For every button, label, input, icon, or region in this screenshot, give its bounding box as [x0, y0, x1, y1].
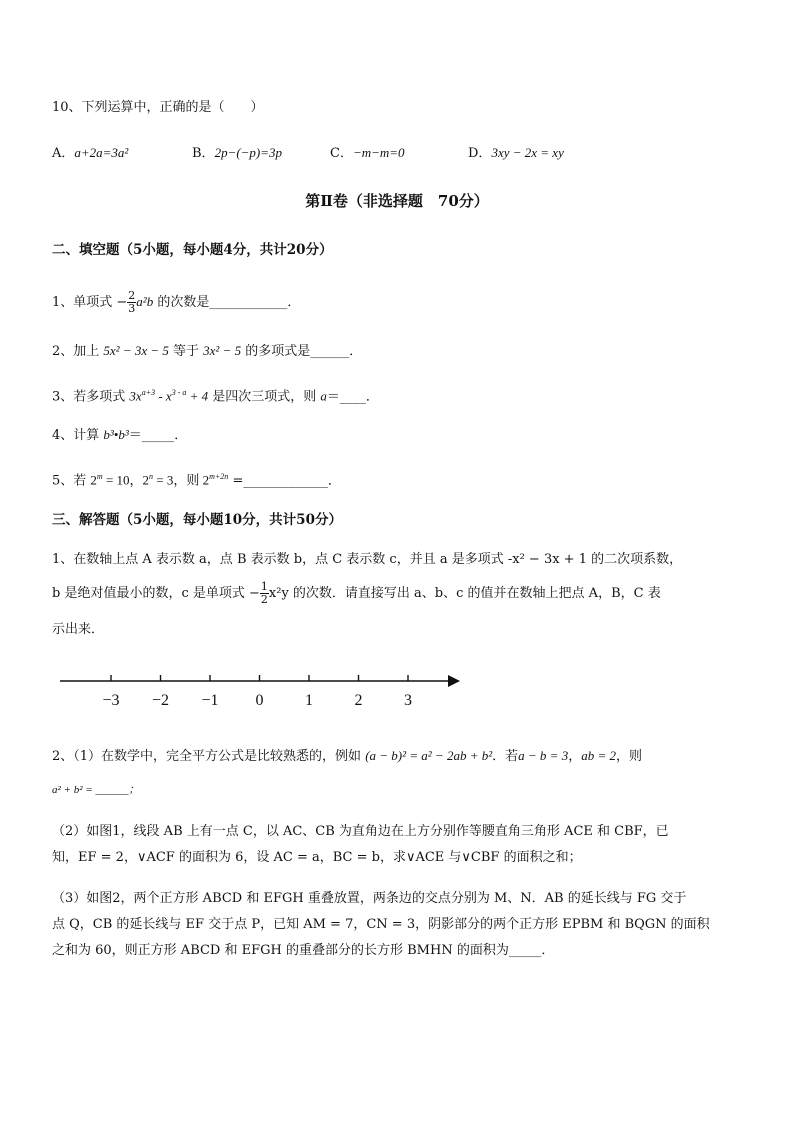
fill5-eq2: = 3，则: [153, 472, 203, 488]
fill2-text-a: 2、加上: [52, 344, 104, 359]
fill3-text-a: 3、若多项式: [52, 389, 130, 405]
number-line-tick-label: −3: [102, 692, 120, 709]
section3-heading: 三、解答题（5小题，每小题10分，共计50分）: [52, 512, 342, 528]
q2-p1-d: ，则: [616, 749, 643, 764]
q2-p1-b: ．若: [492, 749, 519, 764]
fill4-expr: b³•b³: [103, 427, 129, 442]
fill-question-5: [52, 467, 341, 491]
number-line-tick-label: 0: [255, 692, 264, 709]
solve-q2-part2-line1: （2）如图1，线段 AB 上有一点 C，以 AC、CB 为直角边在上方分别作等腰直角三角形 ACE 和 CBF，已: [52, 824, 669, 839]
fill3-tail: + 4: [186, 388, 209, 404]
solve-q2-part3-line2: 点 Q，CB 的延长线与 EF 交于点 P，已知 AM = 7，CN = 3，阴影部分的两个正方形 EPBM 和 BQGN 的面积: [52, 917, 710, 932]
section2-heading: 二、填空题（5小题，每小题4分，共计20分）: [52, 242, 333, 258]
fill2-text-b: 等于: [168, 344, 204, 359]
option-label: D．: [468, 146, 492, 161]
fill3-mid: - x: [155, 388, 172, 404]
solve-q2-part3-line1: （3）如图2，两个正方形 ABCD 和 EFGH 重叠放置，两条边的交点分别为 M、N．AB 的延长线与 FG 交于: [52, 891, 687, 906]
solve-q1-line2-b: x²y 的次数．请直接写出 a、b、c 的值并在数轴上把点 A，B，C 表: [268, 586, 661, 601]
fill4-text-a: 4、计算: [52, 428, 104, 443]
q2-p1-c1: a − b = 3: [518, 748, 569, 763]
q10-stem: 10、下列运算中，正确的是（ ）: [52, 100, 264, 115]
fill3-sup1: a+3: [141, 388, 156, 397]
q10-option-a[interactable]: [52, 142, 128, 161]
number-line-tick-label: 1: [305, 692, 313, 709]
fill5-text-b: =_____________．: [228, 473, 341, 489]
fill5-base1: 2: [90, 472, 97, 488]
q2-p1-c2: ab = 2: [581, 748, 616, 763]
solve-q1-line2-a: b 是绝对值最小的数，c 是单项式 −: [52, 586, 260, 601]
fill5-base3: 2: [202, 472, 210, 488]
fraction-denominator: 2: [260, 593, 268, 606]
number-line-tick-label: 3: [404, 692, 412, 709]
fill3-sup2: 3 - a: [171, 388, 187, 397]
fill-question-4: [52, 425, 187, 446]
fraction-numerator: 2: [128, 289, 136, 302]
fraction-denominator: 3: [128, 302, 136, 315]
fill1-prefix: 1、单项式 −: [52, 295, 128, 310]
fill5-sup2: n: [149, 472, 154, 481]
option-expr: 2p−(−p)=3p: [214, 145, 283, 160]
fill-question-1: [52, 288, 300, 317]
solve-q2-part2-line2: 知，EF = 2，∨ACF 的面积为 6，设 AC = a，BC = b，求∨ACE 与∨CBF 的面积之和；: [52, 850, 582, 865]
q10-option-c[interactable]: [330, 142, 405, 161]
fill5-sup1: m: [96, 472, 103, 481]
number-line-arrow-icon: [448, 675, 460, 687]
fill2-expr1: 5x² − 3x − 5: [103, 343, 169, 358]
fill5-text-a: 5、若: [52, 473, 91, 489]
fill3-expr: 3x: [129, 388, 142, 404]
part2-title: 第Ⅱ卷（非选择题 70分）: [305, 192, 489, 210]
solve-q2-part1-line2: a² + b² = ______；: [52, 784, 140, 796]
fill1-expr: a²b: [136, 294, 154, 309]
number-line-tick-label: −1: [201, 692, 219, 709]
q2-p1-expr: (a − b)² = a² − 2ab + b²: [365, 748, 493, 763]
option-label: C．: [330, 146, 353, 161]
solve-q1-line2: [52, 580, 661, 608]
number-line-tick-label: 2: [354, 692, 363, 709]
fill2-expr2: 3x² − 5: [203, 343, 242, 358]
fraction: [260, 581, 269, 606]
q10-option-b[interactable]: [192, 142, 282, 161]
fraction-numerator: 1: [260, 580, 268, 593]
option-label: B．: [192, 146, 215, 161]
fill5-sup3: m+2n: [209, 472, 229, 481]
fill-question-3: [52, 383, 379, 407]
solve-q2-part1-line1: 2、（1）在数学中，完全平方公式是比较熟悉的，例如 (a − b)² = a² − 2ab + b²．若a − b = 3，ab = 2，则: [52, 748, 643, 764]
option-expr: a+2a=3a²: [74, 145, 129, 160]
number-line-tick-label: −2: [151, 692, 170, 709]
fill1-suffix: 的次数是____________．: [153, 295, 301, 310]
fill5-eq1: = 10，: [102, 472, 143, 488]
solve-q1-line3: 示出来．: [52, 622, 105, 637]
fill3-text-b: 是四次三项式，则: [208, 389, 321, 405]
number-line: [56, 665, 468, 713]
q10-option-d[interactable]: [468, 142, 564, 161]
q2-p1-a: 2、（1）在数学中，完全平方公式是比较熟悉的，例如: [52, 749, 362, 764]
fill3-text-c: ＝____．: [326, 389, 379, 405]
fill-question-2: [52, 341, 362, 362]
fill2-text-c: 的多项式是______．: [241, 344, 363, 359]
option-expr: −m−m=0: [352, 145, 405, 160]
solve-q1-line1: 1、在数轴上点 A 表示数 a，点 B 表示数 b，点 C 表示数 c，并且 a 是多项式 -x² − 3x + 1 的二次项系数，: [52, 552, 683, 567]
fraction: [127, 290, 136, 315]
option-label: A．: [52, 146, 75, 161]
fill5-base2: 2: [142, 472, 150, 488]
option-expr: 3xy − 2x = xy: [491, 145, 564, 160]
fill4-text-b: ＝_____．: [128, 428, 188, 443]
fill3-var: a: [320, 388, 327, 404]
solve-q2-part3-line3: 之和为 60，则正方形 ABCD 和 EFGH 的重叠部分的长方形 BMHN 的面积为_____．: [52, 943, 555, 958]
